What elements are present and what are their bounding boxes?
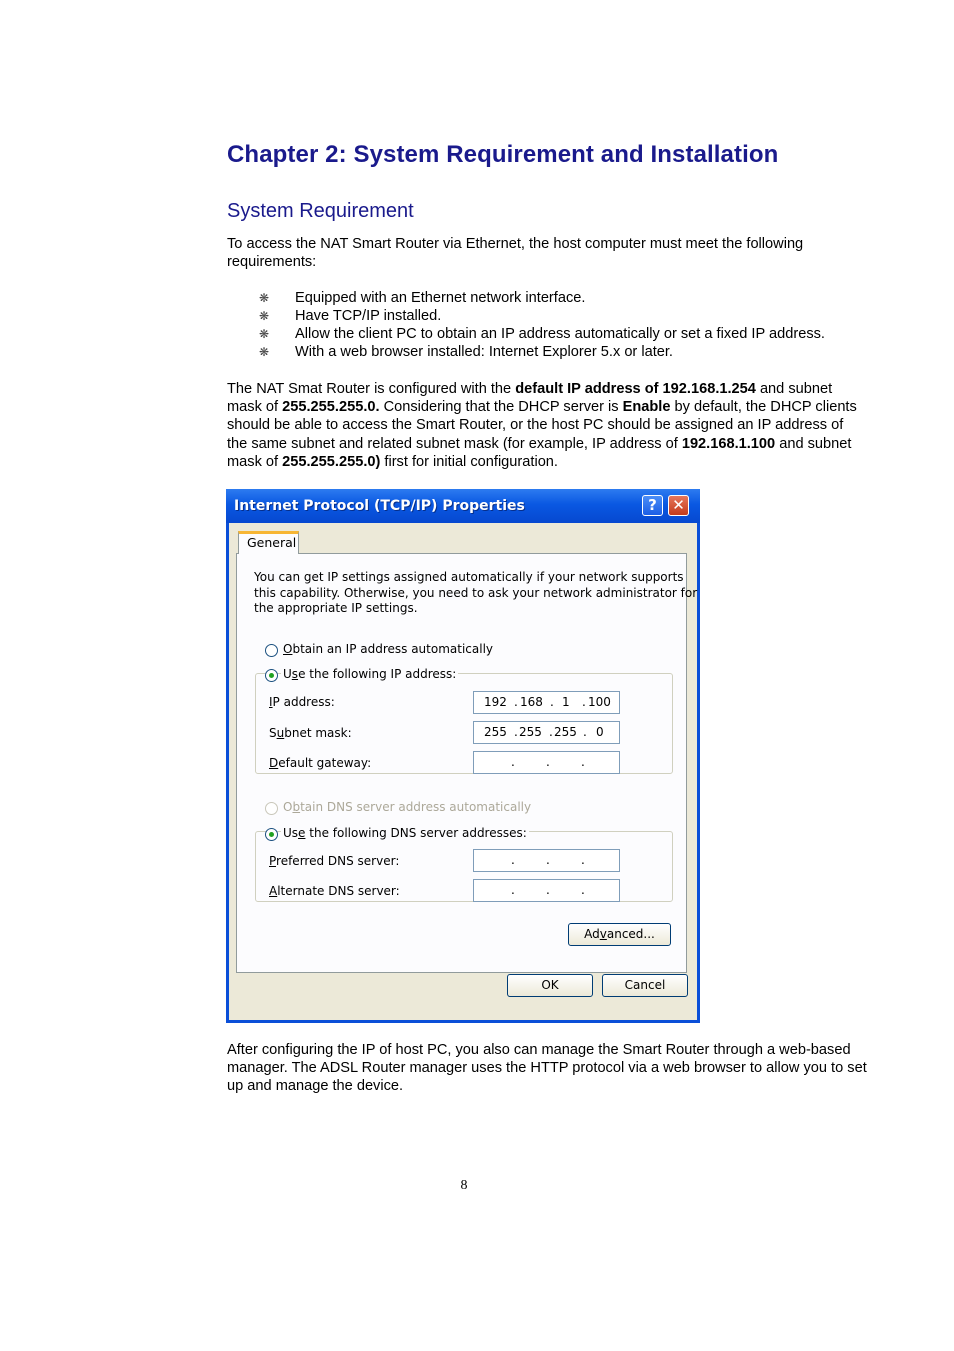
preferred-dns-field[interactable]: . . .	[473, 849, 620, 872]
dialog-title: Internet Protocol (TCP/IP) Properties	[234, 498, 525, 514]
list-item: ❋ With a web browser installed: Internet Explorer 5.x or later.	[259, 344, 673, 360]
advanced-button[interactable]: Advanced...	[568, 923, 671, 946]
use-ip-radio[interactable]	[265, 669, 278, 682]
after-paragraph: After configuring the IP of host PC, you also can manage the Smart Router through a web-based manager. The ADSL Router manager uses the HTTP protocol via a web browser to allow you to set up and manage the device.	[227, 1042, 867, 1095]
dialog-titlebar	[226, 489, 700, 523]
use-ip-label: Use the following IP address:	[283, 667, 457, 681]
subnet-mask-field[interactable]: 255 . 255 . 255 . 0	[473, 721, 620, 744]
use-dns-radio[interactable]	[265, 828, 278, 841]
chapter-title: Chapter 2: System Requirement and Installation	[227, 141, 779, 168]
bullet-icon: ❋	[259, 327, 270, 341]
obtain-dns-radio[interactable]	[265, 802, 278, 815]
default-gateway-field[interactable]: . . .	[473, 751, 620, 774]
obtain-ip-radio[interactable]	[265, 644, 278, 657]
ip-address-field[interactable]: 192 . 168 . 1 . 100	[473, 691, 620, 714]
tcpip-properties-dialog	[226, 489, 700, 1023]
bullet-icon: ❋	[259, 309, 270, 323]
list-item: ❋ Have TCP/IP installed.	[259, 308, 442, 324]
subnet-mask-label: Subnet mask:	[269, 726, 352, 740]
obtain-dns-label: Obtain DNS server address automatically	[283, 800, 532, 814]
preferred-dns-label: Preferred DNS server:	[269, 854, 400, 868]
ip-address-label: IP address:	[269, 695, 335, 709]
bullet-icon: ❋	[259, 345, 270, 359]
bullet-icon: ❋	[259, 291, 270, 305]
list-item: ❋ Equipped with an Ethernet network interface.	[259, 290, 586, 306]
list-item: ❋ Allow the client PC to obtain an IP address automatically or set a fixed IP address.	[259, 326, 825, 342]
alternate-dns-label: Alternate DNS server:	[269, 884, 400, 898]
alternate-dns-field[interactable]: . . .	[473, 879, 620, 902]
requirement-list	[227, 289, 825, 361]
description-text: You can get IP settings assigned automatically if your network supports this capability. Otherwise, you need to ask your network administrator for the appropriate IP settings.	[254, 570, 698, 615]
help-icon[interactable]: ?	[642, 495, 663, 516]
section-title: System Requirement	[227, 200, 414, 222]
use-dns-label: Use the following DNS server addresses:	[283, 826, 527, 840]
ok-button[interactable]: OK	[507, 974, 593, 997]
config-paragraph: The NAT Smat Router is configured with the default IP address of 192.168.1.254 and subnet mask of 255.255.255.0. Considering that the DHCP server is Enable by default, the DHCP clients should be able to access the Smart Router, or the host PC should be assigned an IP address of the same subnet and related subnet mask (for example, IP address of 192.168.1.100 and subnet mask of 255.255.255.0) first for initial configuration.	[227, 381, 857, 470]
dialog-client	[229, 523, 697, 1020]
cancel-button[interactable]: Cancel	[602, 974, 688, 997]
close-icon[interactable]: ✕	[668, 495, 689, 516]
tab-general[interactable]: General	[238, 531, 299, 554]
default-gateway-label: Default gateway:	[269, 756, 372, 770]
obtain-ip-label: Obtain an IP address automatically	[283, 642, 494, 656]
page-number: 8	[460, 1178, 468, 1193]
intro-paragraph: To access the NAT Smart Router via Ethernet, the host computer must meet the following requirements:	[227, 236, 804, 271]
